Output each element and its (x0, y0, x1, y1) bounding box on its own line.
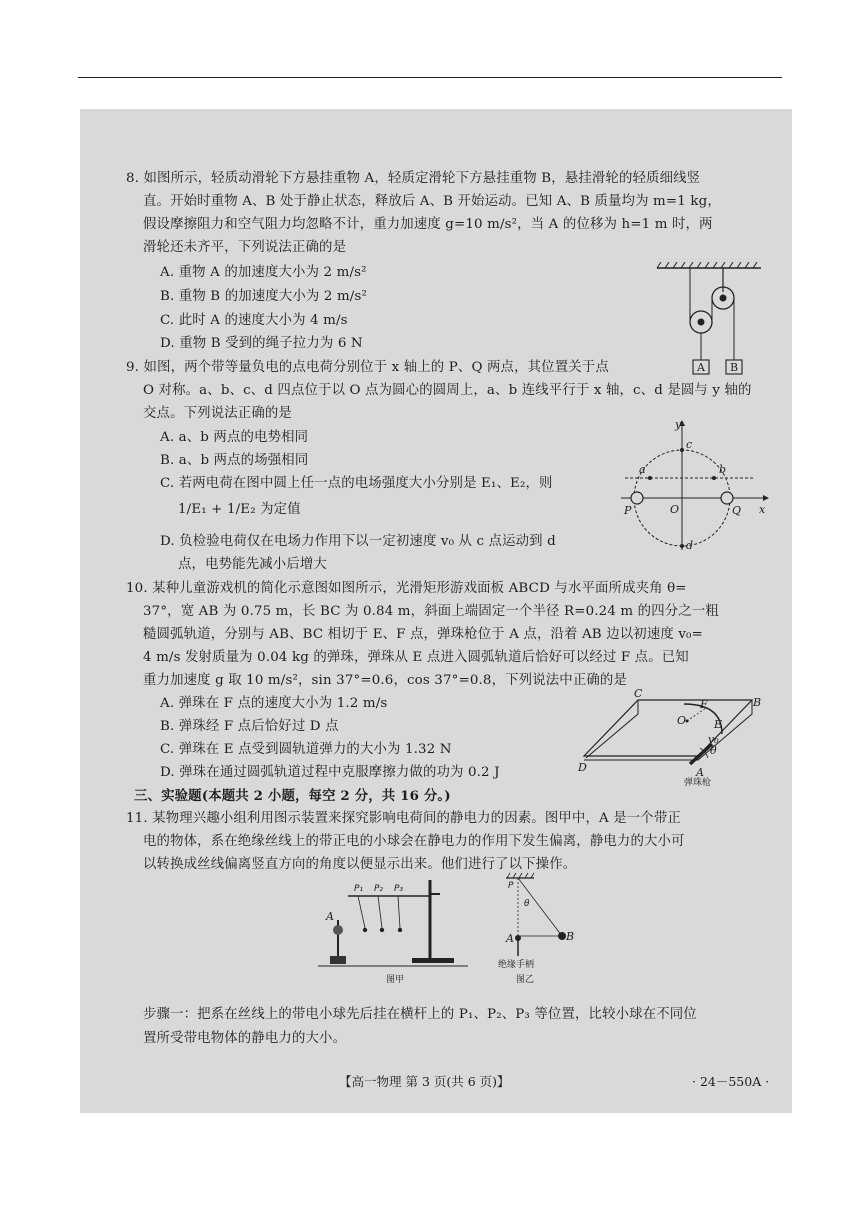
q10-line-5: 重力加速度 g 取 10 m/s²，sin 37°=0.6，cos 37°=0.8，下列说法中正确的是 (143, 673, 627, 688)
page-code: · 24－550A · (692, 1074, 770, 1089)
q10-line-4: 4 m/s 发射质量为 0.04 kg 的弹珠，弹珠从 E 点进入圆弧轨道后恰好可以经过 F 点。已知 (143, 650, 689, 665)
q11-caption-left: 图甲 (386, 975, 405, 985)
q9-option-c-formula: 1/E₁ + 1/E₂ 为定值 (178, 502, 301, 517)
q10-option-d: D. 弹珠在通过圆弧轨道过程中克服摩擦力做的功为 0.2 J (160, 765, 500, 780)
q9-option-d: D. 负检验电荷仅在电场力作用下以一定初速度 v₀ 从 c 点运动到 d (160, 534, 556, 549)
q11-step1-line-1: 步骤一：把系在丝线上的带电小球先后挂在横杆上的 P₁、P₂、P₃ 等位置，比较小球在不同位 (143, 1007, 697, 1022)
q9-option-b: B. a、b 两点的场强相同 (160, 453, 309, 468)
q10-option-c: C. 弹珠在 E 点受到圆轨道弹力的大小为 1.32 N (160, 742, 452, 757)
q9-field-figure (615, 418, 770, 553)
q9-option-d-cont: 点，电势能先减小后增大 (178, 557, 327, 572)
q9-axis-x: x (759, 503, 766, 516)
q11-label-p3: P₃ (394, 884, 404, 894)
q8-label-b: B (729, 361, 739, 374)
q8-option-b: B. 重物 B 的加速度大小为 2 m/s² (160, 289, 368, 304)
q11-line-2: 电的物体，系在绝缘丝线上的带正电的小球会在静电力的作用下发生偏离，静电力的大小可 (143, 834, 685, 849)
q8-pulley-figure (655, 262, 765, 377)
q9-label-q: Q (732, 504, 742, 517)
q11-label-theta: θ (524, 899, 530, 909)
q11-label-p1: P₁ (354, 884, 364, 894)
q11-line-3: 以转换成丝线偏离竖直方向的角度以便显示出来。他们进行了以下操作。 (143, 857, 577, 872)
q10-option-a: A. 弹珠在 F 点的速度大小为 1.2 m/s (160, 696, 388, 711)
q10-line-2: 37°，宽 AB 为 0.75 m，长 BC 为 0.84 m，斜面上端固定一个半径 R=0.24 m 的四分之一粗 (143, 604, 719, 619)
q10-gun-label: 弹珠枪 (684, 778, 712, 786)
q11-figure-b (498, 870, 598, 985)
q9-line-3: 交点。下列说法正确的是 (143, 406, 292, 421)
q11-line-1: 11. 某物理兴趣小组利用图示装置来探究影响电荷间的静电力的因素。图甲中，A 是一个带正 (126, 811, 681, 826)
q8-line-3: 假设摩擦阻力和空气阻力均忽略不计，重力加速度 g=10 m/s²，当 A 的位移为 h=1 m 时，两 (143, 217, 713, 232)
q8-line-1: 8. 如图所示，轻质动滑轮下方悬挂重物 A，轻质定滑轮下方悬挂重物 B，悬挂滑轮的轻质细线竖 (126, 171, 701, 186)
q11-handle-label: 绝缘手柄 (498, 960, 535, 970)
q11-label-p: P (508, 881, 514, 891)
q10-line-1: 10. 某种儿童游戏机的简化示意图如图所示，光滑矩形游戏面板 ABCD 与水平面所成夹角 θ= (126, 581, 687, 596)
q11-label-a-left: A (326, 910, 334, 923)
q11-label-b: B (566, 930, 575, 943)
q9-line-1: 9. 如图，两个带等量负电的点电荷分别位于 x 轴上的 P、Q 两点，其位置关于点 (126, 360, 609, 375)
q10-label-d: D (578, 761, 587, 774)
q9-label-o: O (670, 503, 680, 516)
q9-axis-y: y (675, 418, 682, 431)
q11-figure-a (318, 876, 478, 986)
q9-option-a: A. a、b 两点的电势相同 (160, 430, 309, 445)
q10-label-f: F (700, 698, 708, 711)
q10-label-a: A (696, 766, 704, 779)
q9-label-a: a (639, 463, 646, 476)
section-3-heading: 三、实验题(本题共 2 小题，每空 2 分，共 16 分。) (134, 788, 451, 804)
q8-line-2: 直。开始时重物 A、B 处于静止状态，释放后 A、B 开始运动。已知 A、B 质量均为 m=1 kg， (143, 194, 721, 209)
q10-label-v0: v₀ (708, 733, 719, 746)
q10-label-theta: θ (710, 744, 717, 757)
q8-label-a: A (697, 361, 705, 374)
q10-label-c: C (634, 687, 643, 700)
q9-label-p: P (624, 504, 632, 517)
q9-label-d: d (686, 539, 694, 552)
q9-label-b: b (719, 463, 727, 476)
q10-option-b: B. 弹珠经 F 点后恰好过 D 点 (160, 719, 339, 734)
q8-option-d: D. 重物 B 受到的绳子拉力为 6 N (160, 336, 363, 351)
q10-board-figure (576, 686, 776, 786)
q9-option-c: C. 若两电荷在图中圆上任一点的电场强度大小分别是 E₁、E₂，则 (160, 476, 553, 491)
q8-option-a: A. 重物 A 的加速度大小为 2 m/s² (160, 265, 367, 280)
q8-option-c: C. 此时 A 的速度大小为 4 m/s (160, 313, 348, 328)
q11-caption-right: 图乙 (516, 975, 535, 985)
q10-label-o: O (677, 714, 687, 727)
q11-label-p2: P₂ (374, 884, 384, 894)
q10-label-b: B (753, 696, 762, 709)
q9-label-c: c (686, 438, 693, 451)
q11-step1-line-2: 置所受带电物体的静电力的大小。 (143, 1031, 347, 1046)
q9-line-2: O 对称。a、b、c、d 四点位于以 O 点为圆心的圆周上，a、b 连线平行于 x 轴，c、d 是圆与 y 轴的 (143, 383, 752, 398)
page-footer: 【高一物理 第 3 页(共 6 页)】 (339, 1074, 510, 1089)
q8-line-4: 滑轮还未齐平，下列说法正确的是 (143, 240, 347, 255)
q11-label-a-right: A (506, 932, 514, 945)
header-rule (78, 77, 782, 78)
q10-label-e: E (714, 718, 723, 731)
q10-line-3: 糙圆弧轨道，分别与 AB、BC 相切于 E、F 点，弹珠枪位于 A 点，沿着 AB 边以初速度 v₀= (143, 627, 703, 642)
